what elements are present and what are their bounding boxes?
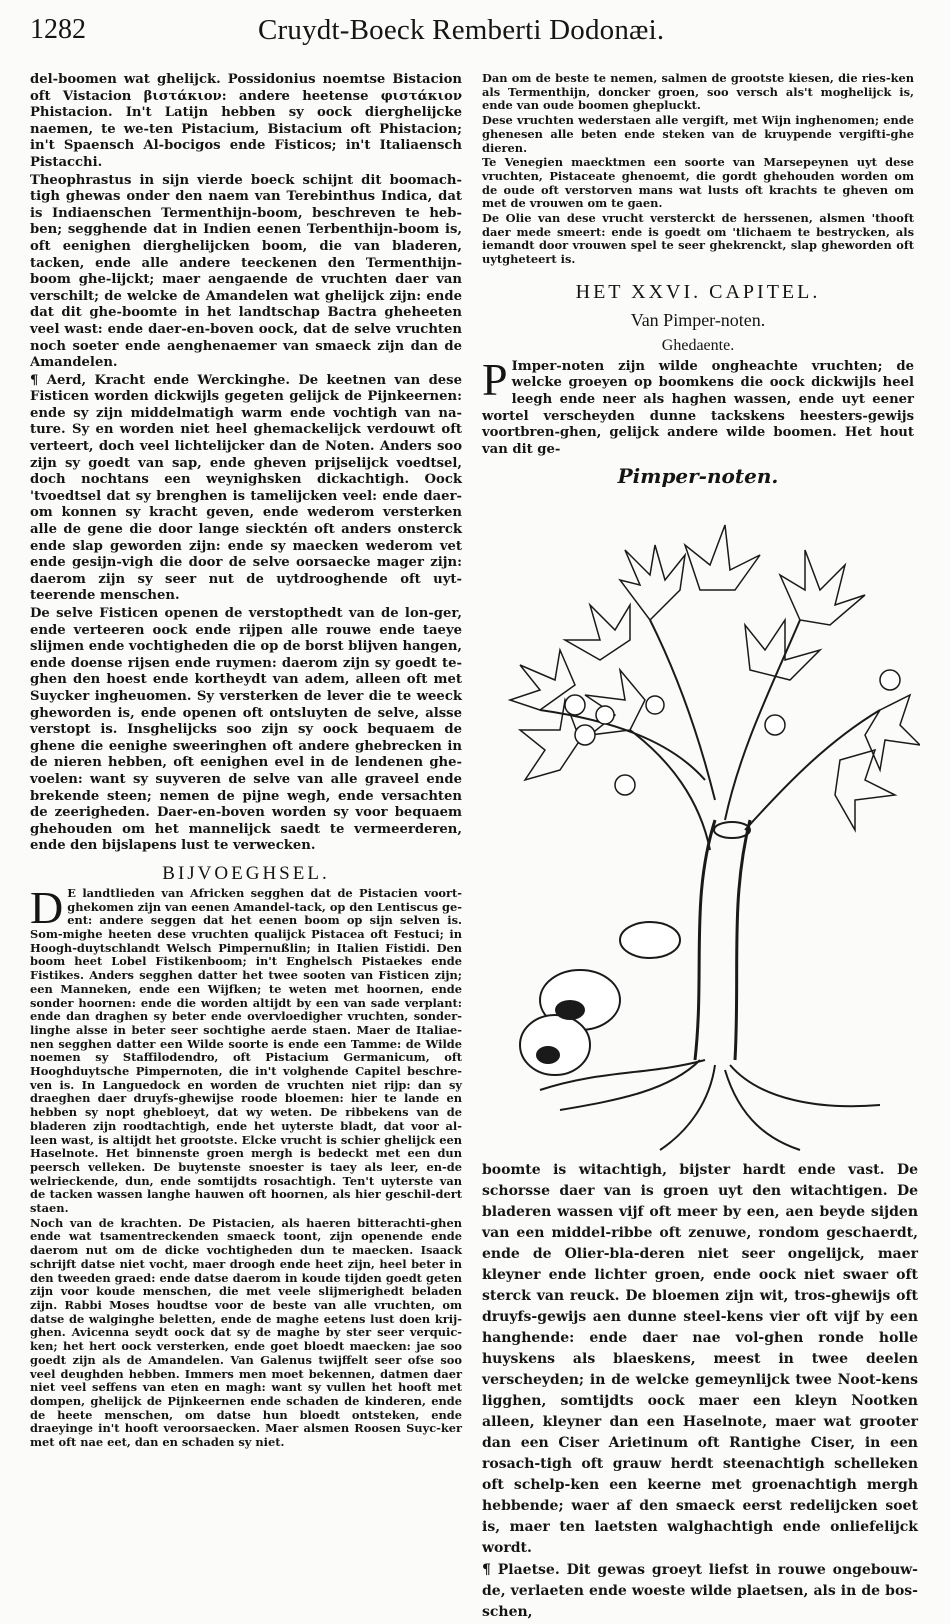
chapter-subtitle: Van Pimper-noten. <box>630 309 766 330</box>
paragraph: boomte is witachtigh, bijster hardt ende vast. De schorsse daer van is groen uyt den witachtigen. De bladeren wassen vijf oft meer by een, aen beyde sijden van een middel-ribbe oft zenuwe, rondom geschaerdt, ende de Olier-bla-deren niet seer ongelijck, maer kleyner ende lichter groen, ende oock niet swaer oft sterck van reuck. De bloemen zijn wit, tros-ghewijs oft druyfs-gewijs aen dunne steel-kens vier oft vijf by een hanghende: ende daer nae vol-ghen ronde holle huyskens als blaeskens, meest in twee deelen verscheyden; in de welcke gemeynlijck twee Noot-kens ligghen, somtijdts oock maer een kleyn Nootken alleen, kleyner dan een Haselnote, maer wat grooter dan een Ciser Arietinum oft Rantighe Ciser, in een rosach-tigh oft grauw herdt steenachtigh schelleken oft schelp-ken een keerne met groenachtigh mergh hebbende; waer af den smaeck eerst redelijcken soet is, maer ten laetsten walghachtigh ende onliefelijck wordt. <box>482 1162 918 1556</box>
paragraph: De selve Fisticen openen de verstopthedt van de lon-ger, ende verteeren oock ende rijpen alle rouwe ende taeye slijmen ende vochtigheden die op de borst blijven hangen, ende doense rijsen ende ruymen: daerom zijn sy goedt te-ghen den hoest ende kortheydt van adem, alleen oft met Suycker ingheuomen. Sy versterken de lever die te weeck gheworden is, ende openen oft ontsluyten de selve, alsse verstopt is. Insghelijcks soo zijn sy oock bequaem de ghene die eenighe sweeringhen oft andere ghebrecken in de nieren hebben, oft eenighen evel in de lendenen ghe-voelen: want sy suyveren de selve van alle graveel ende brekende steen; nemen de pijne wegh, ende versachten de zeerigheden. Daer-en-boven worden sy voor bequaem ghehouden om het mannelijck saedt te vermeerderen, ende den bijslapens lust te verwecken. <box>30 606 462 854</box>
running-head: Cruydt-Boeck Remberti Dodonæi. <box>258 14 665 46</box>
paragraph: Noch van de krachten. De Pistacien, als haeren bitterachti-ghen ende wat tsamentreckenden smaeck toont, zijn openende ende daerom nut om de dicke vochtigheden dun te maecken. Isaack schrijft datse niet vocht, maer droogh ende heet zijn, heel beter in den tweeden graed: ende datse daerom in koude tijden goedt geten zijn voor koude menschen, die met veele slijmerighedt beladen zijn. Rabbi Moses houdtse voor de beste van alle vruchten, om datse de walginghe beletten, ende de maghe eetens lust doen krij-ghen. Avicenna seydt oock dat sy de maghe by ster seer verquic-ken; het hert oock versterken, ende goet bloedt maecken: jae soo goedt zijn als de Amandelen. Van Galenus twijffelt seer ofse soo veel deughden hebben. Immers men moet bekennen, datmen daer niet veel seffens van eten en magh: want sy vullen het hooft met dompen, ghelijck de Pijnkeernen ende schaden de kinderen, ende de heete menschen, om datse hun bloedt ontsteken, ende draeyinge in't hooft veroorsaecken. Maer alsmen Roosen Suyc-ker met oft nae eet, dan en schaden sy niet. <box>30 1215 462 1450</box>
paragraph <box>482 353 914 459</box>
paragraph: Dan om de beste te nemen, salmen de grootste kiesen, die ries-ken als Termenthijn, doncker groen, soo versch als't moghelijck is, ende van oude boomen ghepluckt. <box>482 71 914 113</box>
section-title: BIJVOEGHSEL. <box>162 862 330 884</box>
right-column-bottom <box>482 1160 918 1624</box>
paragraph: ¶ Aerd, Kracht ende Werckinghe. De keetnen van dese Fisticen worden dickwijls gegeten gelijck de Pijnkeernen: ende sy zijn middelmatigh warm ende vochtigh van na-ture. Sy en worden niet heel ghemackelijck verdouwt oft verteert, doch veel lichtelijcker dan de Noten. Anders soo zijn sy goedt van sap, ende gheven prijselijck voedtsel, doch nochtans een weynighsken dickachtigh. Oock 'tvoedtsel dat sy brenghen is tamelijcken veel: ende daer-om konnen sy kracht geven, ende wederom versterken alle de gene die door lange siecktén oft anders onsterck ende slap geworden zijn: ende sy maecken wederom vet ende gesijn-vigh die door de selve oorsaecke mager zijn: daerom zijn sy seer nut de uytdrooghende oft uyt-teerende menschen. <box>30 372 462 604</box>
paragraph-text: Imper-noten zijn wilde ongheachte vruchten; de welcke groeyen op boomkens die oock dickwijls heel leegh ende neer als haghen wassen, ende uyt eener wortel verscheyden dunne tackskens heesters-gewijs voortbren-ghen, gelijck andere wilde boomen. Het hout van dit ge- <box>482 358 914 457</box>
paragraph-text: E landtlieden van Africken segghen dat de Pistacien voort-ghekomen zijn van eenen Amandel-tack, op den Lentiscus ge-ent: andere seggen dat het eenen boom op sijn selven is. Som-mighe heeten dese vruchten qualijck Pistacea oft Festuci; in Hoogh-duytschlandt Welsch Pimpernußlin; in Italien Fistidi. Den boom heet Lobel Fistikenboom; in't Enghelsch Pistaekes ende Fistikes. Anders segghen datter het twee sooten van Fisticen zijn; een Manneken, ende een Wijfken; te weten met hoornen, ende sonder hoornen: ende die worden altijdt by een van sade verplant: ende dan draghen sy beter ende overvloedigher vruchten, sonder-linghe alsse in beter seer sochtighe aerde staen. Maer de Italiae-nen segghen datter een Wilde soorte is ende een Tamme: de Wilde noemen sy Staffilodendro, oft Pistacium Germanicum, oft Hooghduytsche Pimpernoten, die in't volghende Capitel beschre-ven is. In Languedock en worden de vruchten niet rijp: dan sy draeghen daer druyfs-ghewijse roode bloemen: hier te lande en hebben sy nopt ghebloeyt, dat wy weten. De ribbekens van de bladeren zijn roodtachtigh, ende het uyterste bladt, dat voor al-leen wast, is altijdt het grootste. Elcke vrucht is schier ghelijck een Haselnote. Het binnenste groen mergh is bedeckt met een dun peersch velleken. De buytenste snoester is taey als leer, en-de welrieckende, dun, ende somtijdts rosachtigh. Ten't uyterste van de tacken wassen langhe hauwen oft hoornen, als hier geschil-dert staen. <box>30 885 462 1216</box>
figure-caption: Pimper-noten. <box>617 464 779 489</box>
paragraph: Dese vruchten wederstaen alle vergift, met Wijn inghenomen; ende ghenesen alle beten ende steken van de kruypende vergifti-ghe dieren. <box>482 113 914 155</box>
paragraph <box>30 881 462 1216</box>
left-column <box>30 72 462 1451</box>
paragraph: Theophrastus in sijn vierde boeck schijnt dit boomach-tigh ghewas onder den naem van Terebinthus Indica, dat is Indiaenschen Termenthijn-boom, beschreven te heb-ben; segghende dat in Indien eenen Terbenthijn-boom is, oft eenighen dierghelijcken boom, die van bladeren, tacken, ende alle andere teeckenen den Termenthijn-boom ghe-lijckt; maer aengaende de vruchten daer van verschilt; de welcke de Amandelen wat ghelijck zijn: ende dat dit ghe-boomte in het landtschap Bactra gheheeten veel wast: ende daer-en-boven oock, dat de selve vruchten noch soeter ende aenghenaemer van smaeck zijn dan de Amandelen. <box>30 172 462 371</box>
paragraph: ¶ Plaetse. Dit gewas groeyt liefst in rouwe ongebouw-de, verlaeten ende woeste wilde plaetsen, als in de bos-schen, <box>482 1562 918 1620</box>
right-column-top <box>482 72 914 488</box>
chapter-heading: Ghedaente. <box>661 336 735 354</box>
pimper-noten-woodcut <box>500 500 920 1160</box>
drop-cap: D <box>30 881 64 933</box>
chapter-title: HET XXVI. CAPITEL. <box>575 280 821 303</box>
page-number: 1282 <box>30 14 86 45</box>
drop-cap: P <box>482 353 508 405</box>
paragraph: del-boomen wat ghelijck. Possidonius noemtse Bistacion oft Vistacion βιστάκιον: andere heetense φιστάκιον Phistacion. In't Latijn hebben sy oock dierghelijcke naemen, te we-ten Pistacium, Bistacium oft Phistacion; in't Spaensch Al-bocigos ende Fisticos; in't Italiaensch Pistacchi. <box>30 72 462 170</box>
paragraph: Te Venegien maecktmen een soorte van Marsepeynen uyt dese vruchten, Pistaceate ghenoemt, die gordt ghehouden worden om de oude oft verstorven mans wat lusts oft krachts te gheven om met de vrouwen om te gaen. <box>482 155 914 211</box>
paragraph: De Olie van dese vrucht versterckt de herssenen, alsmen 'thooft daer mede smeert: ende is goedt om 'tlichaem te bestrycken, als iemandt door vrouwen spel te seer ghekrenckt, slap gheworden oft uytgheteert is. <box>482 211 914 267</box>
